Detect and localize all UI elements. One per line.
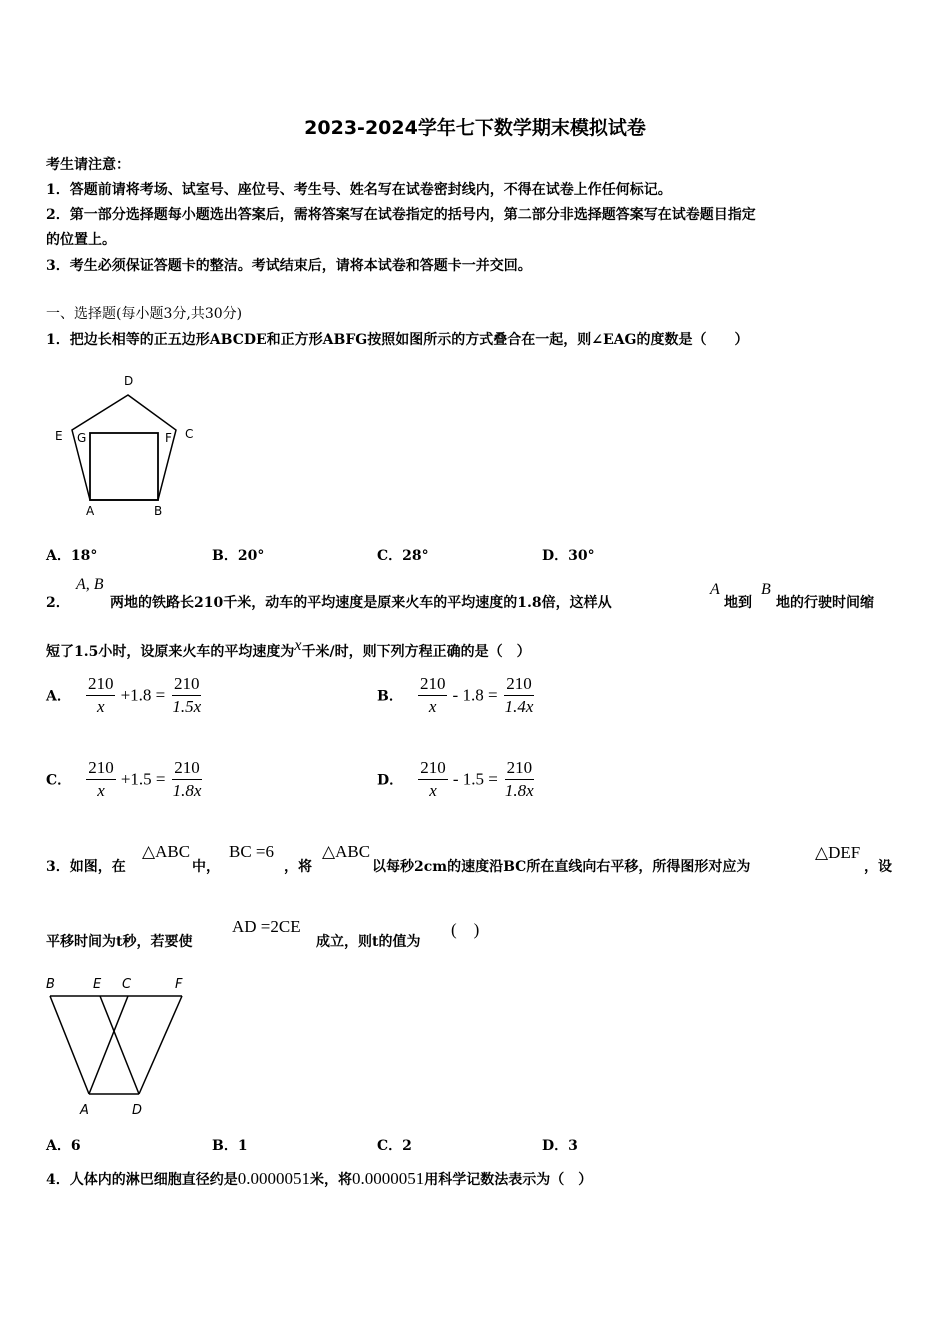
segment-ed [100, 996, 139, 1094]
label-b: B [154, 504, 163, 518]
q3-l2b: 成立，则t的值为 [316, 934, 421, 950]
label-e: E [93, 977, 102, 992]
q2-18: 1.8 [517, 595, 542, 611]
q4-t1: 4．人体内的淋巴细胞直径约是 [46, 1172, 238, 1188]
numerator: 210 [172, 673, 202, 696]
q3-option-a: A．6 [46, 1138, 81, 1154]
operator: - 1.8 = [452, 685, 498, 705]
q1-option-c: C．28° [377, 548, 429, 564]
operator: - 1.5 = [452, 769, 498, 789]
q3-ad: AD =2CE [232, 917, 301, 936]
q2-l2c: 千米/时，则下列方程正确的是（ ） [301, 644, 531, 660]
fraction [503, 673, 536, 718]
option-label: A． [46, 688, 71, 705]
label-d: D [124, 374, 134, 388]
fraction [418, 673, 448, 718]
denominator: 1.4x [504, 697, 534, 716]
notice-item: 1．答题前请将考场、试室号、座位号、考生号、姓名写在试卷密封线内，不得在试卷上作任何标记。 [46, 182, 672, 198]
denominator: 1.8x [172, 781, 202, 800]
fraction [86, 673, 116, 718]
numerator: 210 [86, 757, 116, 780]
q3-bc: BC =6 [229, 842, 275, 861]
q2-t4: 地到 [724, 595, 752, 611]
option-label: D． [377, 772, 404, 789]
q2-l2a: 短了 [46, 644, 74, 660]
q2-t5: 地的行驶时间缩 [776, 595, 874, 611]
q2-x: x [294, 637, 302, 654]
denominator: x [97, 781, 105, 800]
label-a: A [86, 504, 95, 518]
q1-figure [48, 370, 208, 520]
q2-b: B [761, 581, 771, 598]
fraction [418, 757, 448, 802]
q2-t3: 倍，这样从 [541, 595, 612, 611]
denominator: x [429, 781, 437, 800]
q3-t4: 以每秒2cm的速度沿BC所在直线向右平移，所得图形对应为 [372, 859, 751, 875]
segment-fd [139, 996, 182, 1094]
q4-line [46, 1169, 592, 1189]
q3-t1: 3．如图，在 [46, 859, 126, 875]
label-c: C [122, 977, 132, 992]
label-f: F [175, 977, 183, 992]
numerator: 210 [418, 673, 448, 696]
q3-paren: ( ) [451, 920, 480, 939]
pentagon [72, 395, 176, 500]
operator: +1.8 = [120, 685, 166, 705]
label-a: A [80, 1103, 89, 1118]
segment-ca [89, 996, 128, 1094]
denominator: x [96, 697, 105, 716]
numerator: 210 [505, 757, 535, 780]
fraction [503, 757, 536, 802]
fraction [170, 673, 203, 718]
fraction [171, 757, 204, 802]
q1-text: 1．把边长相等的正五边形ABCDE和正方形ABFG按照如图所示的方式叠合在一起，则∠EAG的度数是（ ） [46, 332, 749, 348]
q2-a: A [710, 581, 720, 598]
q4-t3: 用科学记数法表示为（ ） [424, 1172, 593, 1188]
label-c: C [185, 427, 194, 441]
numerator: 210 [172, 757, 202, 780]
q1-option-d: D．30° [542, 548, 595, 564]
numerator: 210 [504, 673, 534, 696]
q3-figure [44, 972, 194, 1122]
numerator: 210 [418, 757, 448, 780]
page-title: 2023-2024学年七下数学期末模拟试卷 [304, 117, 646, 139]
operator: +1.5 = [120, 769, 166, 789]
q4-v1: 0.0000051 [237, 1169, 310, 1188]
numerator: 210 [86, 673, 116, 696]
q2-option-c [46, 757, 203, 802]
notice-item: 3．考生必须保证答题卡的整洁。考试结束后，请将本试卷和答题卡一并交回。 [46, 258, 532, 274]
denominator: x [428, 697, 437, 716]
label-f: F [165, 431, 172, 445]
q2-t1: 两地的铁路长 [110, 595, 194, 611]
q2-option-b [377, 673, 535, 718]
q3-option-b: B．1 [212, 1138, 248, 1154]
fraction [86, 757, 116, 802]
q2-number: 2． [46, 595, 70, 611]
denominator: 1.5x [172, 697, 202, 716]
q3-def: △DEF [815, 843, 861, 862]
q2-ab: A, B [76, 576, 104, 593]
q3-option-d: D．3 [542, 1138, 578, 1154]
q2-15: 1.5 [74, 644, 99, 660]
q3-abc2: △ABC [322, 842, 371, 861]
label-d: D [132, 1103, 143, 1118]
q3-t2: 中， [192, 859, 220, 875]
q4-t2: 米，将 [310, 1172, 352, 1188]
q2-option-a [46, 673, 203, 718]
q2-t2: 千米，动车的平均速度是原来火车的平均速度的 [223, 595, 518, 611]
q4-v2: 0.0000051 [352, 1169, 425, 1188]
q3-l2a: 平移时间为t秒，若要使 [46, 934, 193, 950]
q2-l2b: 小时，设原来火车的平均速度为 [98, 644, 295, 660]
q3-t5: ，设 [864, 859, 892, 875]
notice-item: 的位置上。 [46, 232, 116, 248]
q1-option-a: A．18° [46, 548, 98, 564]
section-heading: 一、选择题(每小题3分,共30分) [46, 306, 243, 322]
option-label: B． [377, 688, 403, 705]
q3-abc: △ABC [142, 842, 191, 861]
q3-option-c: C．2 [377, 1138, 412, 1154]
square [90, 433, 158, 500]
label-g: G [77, 431, 87, 445]
q3-t3: ，将 [284, 859, 312, 875]
label-b: B [46, 977, 55, 992]
denominator: 1.8x [504, 781, 534, 800]
q2-line1 [110, 592, 612, 612]
notice-item: 2．第一部分选择题每小题选出答案后，需将答案写在试卷指定的括号内，第二部分非选择题答案写在试卷题目指定 [46, 207, 756, 223]
option-label: C． [46, 772, 72, 789]
notice-heading: 考生请注意： [46, 157, 130, 173]
q1-option-b: B．20° [212, 548, 265, 564]
label-e: E [55, 429, 63, 443]
segment-ba [50, 996, 89, 1094]
q2-210: 210 [194, 595, 224, 611]
q2-option-d [377, 757, 536, 802]
q2-line2 [46, 637, 531, 661]
